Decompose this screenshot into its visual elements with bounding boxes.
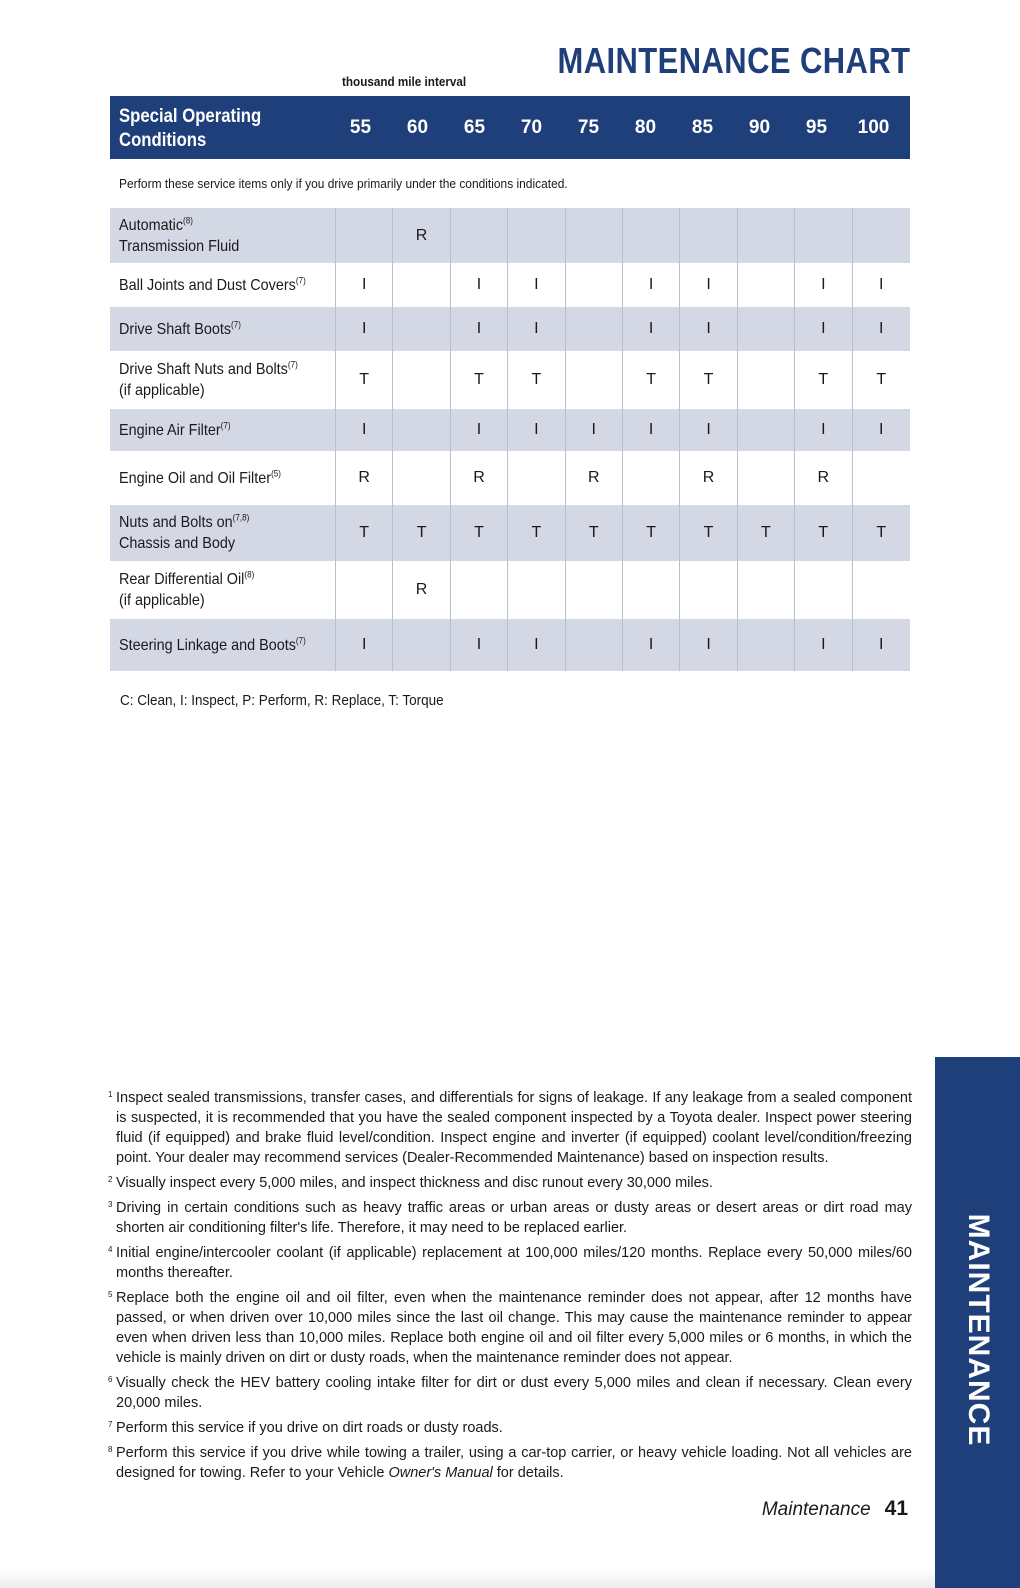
table-cell: T (508, 505, 565, 561)
table-cell (393, 409, 450, 451)
table-cell (623, 561, 680, 619)
table-cell (738, 451, 795, 505)
interval-col-100: 100 (857, 116, 890, 138)
footnotes (108, 1088, 912, 1488)
table-cell: I (680, 619, 737, 671)
table-cell: T (451, 505, 508, 561)
interval-col-70: 70 (520, 116, 543, 138)
table-cell: T (451, 351, 508, 409)
table-cell: I (508, 409, 565, 451)
table-cell: I (795, 307, 852, 351)
table-row (110, 561, 910, 619)
footnote: 8 Perform this service if you drive while towing a trailer, using a car-top carrier, or heavy vehicle loading. Not all vehicles are designed for towing. Refer to your Vehicle Owner's Manual for details. (108, 1445, 912, 1481)
page-number: 41 (884, 1497, 908, 1520)
table-cell: I (336, 307, 393, 351)
table-cell: R (566, 451, 623, 505)
table-cell: I (878, 276, 884, 293)
section-title: Special Operating Conditions (119, 106, 262, 151)
table-cell: T (336, 351, 393, 409)
table-cell: T (795, 505, 852, 561)
table-cell: I (878, 421, 884, 438)
table-cell (393, 619, 450, 671)
table-cell: R (336, 451, 393, 505)
interval-label: thousand mile interval (342, 74, 467, 89)
row-label: Nuts and Bolts on$^{(7,8)}$ Chassis and Body (110, 505, 336, 561)
table-cell: I (451, 409, 508, 451)
table-cell: T (876, 371, 887, 388)
table-row (110, 307, 910, 351)
table-cell: I (451, 619, 508, 671)
row-label: Drive Shaft Nuts and Bolts$^{(7)}$ (if applicable) (110, 351, 336, 409)
table-cell (738, 307, 795, 351)
row-label: Drive Shaft Boots$^{(7)}$ (110, 307, 336, 351)
table-cell: I (795, 619, 852, 671)
conditions-note: Perform these service items only if you drive primarily under the conditions indicated. (119, 176, 568, 191)
table-header (110, 96, 910, 159)
table-cell: T (336, 505, 393, 561)
table-cell (508, 451, 565, 505)
footnote: 3 Driving in certain conditions such as heavy traffic areas or urban areas or dusty areas or desert areas or dirt road may shorten air conditioning filter's life. Therefore, it may need to be replaced earlier. (108, 1200, 912, 1236)
table-row (110, 263, 910, 307)
table-cell: R (451, 451, 508, 505)
footnote: 5 Replace both the engine oil and oil filter, even when the maintenance reminder does not appear, after 12 months have passed, or when driven over 10,000 miles since the last oil change. This may cause the maintenance reminder to appear even when driven less than 10,000 miles. Replace both engine oil and oil filter every 5,000 miles or 6 months, in which the vehicle is mainly driven on dirt or dusty roads, when the maintenance reminder does not appear. (108, 1290, 912, 1366)
table-cell: I (336, 409, 393, 451)
page-footer (762, 1497, 908, 1521)
table-cell: I (623, 263, 680, 307)
table-cell: I (680, 307, 737, 351)
table-cell (393, 451, 450, 505)
table-cell: T (393, 505, 450, 561)
table-cell (566, 561, 623, 619)
interval-col-80: 80 (634, 116, 657, 138)
page-bottom-shadow (0, 1568, 935, 1588)
table-cell: R (393, 561, 450, 619)
row-label: Engine Air Filter$^{(7)}$ (110, 409, 336, 451)
table-cell (853, 451, 910, 505)
table-cell (566, 619, 623, 671)
footnote: 2 Visually inspect every 5,000 miles, and inspect thickness and disc runout every 30,000 miles. (108, 1175, 713, 1191)
table-cell: I (566, 409, 623, 451)
side-tab-label: MAINTENANCE (962, 1213, 995, 1447)
interval-col-60: 60 (406, 116, 429, 138)
table-cell: I (795, 263, 852, 307)
table-row (110, 409, 910, 451)
table-cell: R (795, 451, 852, 505)
table-cell (508, 561, 565, 619)
page-title: MAINTENANCE CHART (556, 40, 910, 81)
table-cell: T (795, 351, 852, 409)
interval-col-95: 95 (805, 116, 828, 138)
table-cell (393, 263, 450, 307)
interval-col-85: 85 (691, 116, 714, 138)
table-cell (680, 208, 737, 263)
table-cell: T (680, 351, 737, 409)
table-cell (336, 208, 393, 263)
table-cell: T (680, 505, 737, 561)
table-cell: I (680, 263, 737, 307)
table-row (110, 208, 910, 263)
table-cell: R (393, 208, 450, 263)
table-cell: T (623, 505, 680, 561)
row-label: Engine Oil and Oil Filter$^{(5)}$ (110, 451, 336, 505)
table-cell (623, 451, 680, 505)
table-cell: I (878, 636, 884, 653)
table-cell (393, 351, 450, 409)
table-cell (566, 351, 623, 409)
row-label: Automatic$^{(8)}$ Transmission Fluid (110, 208, 336, 263)
table-cell (451, 208, 508, 263)
interval-col-75: 75 (577, 116, 600, 138)
table-cell (623, 208, 680, 263)
table-cell (795, 561, 852, 619)
table-cell: R (680, 451, 737, 505)
table-cell: T (876, 524, 887, 541)
row-label: Rear Differential Oil$^{(8)}$ (if applicable) (110, 561, 336, 619)
footnote: 6 Visually check the HEV battery cooling intake filter for dirt or dust every 5,000 miles and clean if necessary. Clean every 20,000 miles. (108, 1375, 912, 1411)
footnote: 4 Initial engine/intercooler coolant (if applicable) replacement at 100,000 miles/120 months. Replace every 50,000 miles/60 months thereafter. (108, 1245, 912, 1281)
table-cell (336, 561, 393, 619)
table-cell (566, 208, 623, 263)
table-cell: I (623, 409, 680, 451)
table-cell: I (878, 320, 884, 337)
table-cell: I (623, 619, 680, 671)
table-cell (738, 208, 795, 263)
table-cell: I (508, 619, 565, 671)
table-cell: T (623, 351, 680, 409)
table-cell (680, 561, 737, 619)
table-row (110, 619, 910, 671)
interval-col-90: 90 (748, 116, 771, 138)
maintenance-table (110, 208, 910, 671)
table-cell (795, 208, 852, 263)
table-cell: T (508, 351, 565, 409)
footnote: 1 Inspect sealed transmissions, transfer cases, and differentials for signs of leakage. If any leakage from a sealed component is suspected, it is recommended that you have the sealed component inspected by a Toyota dealer. Inspect power steering fluid (if equipped) and brake fluid level/condition. Inspect engine and inverter (if equipped) coolant level/condition/freezing point. Your dealer may recommend services (Dealer-Recommended Maintenance) based on inspection results. (108, 1090, 912, 1166)
table-cell (738, 619, 795, 671)
table-cell: I (795, 409, 852, 451)
table-row (110, 351, 910, 409)
table-cell (853, 561, 910, 619)
table-cell: I (623, 307, 680, 351)
table-cell (451, 561, 508, 619)
table-cell (566, 263, 623, 307)
table-cell: T (566, 505, 623, 561)
table-cell: I (508, 307, 565, 351)
table-cell: I (508, 263, 565, 307)
row-label: Steering Linkage and Boots$^{(7)}$ (110, 619, 336, 671)
row-label: Ball Joints and Dust Covers$^{(7)}$ (110, 263, 336, 307)
table-cell: I (451, 307, 508, 351)
table-cell (566, 307, 623, 351)
table-cell (853, 208, 910, 263)
interval-col-65: 65 (463, 116, 486, 138)
table-row (110, 505, 910, 561)
footer-section-name: Maintenance (761, 1499, 871, 1520)
table-cell (508, 208, 565, 263)
table-cell: I (336, 619, 393, 671)
footnote: 7 Perform this service if you drive on dirt roads or dusty roads. (108, 1420, 503, 1436)
table-cell: T (738, 505, 795, 561)
table-cell (738, 351, 795, 409)
table-cell (738, 409, 795, 451)
table-cell: I (680, 409, 737, 451)
table-cell: I (336, 263, 393, 307)
table-cell: I (451, 263, 508, 307)
legend: C: Clean, I: Inspect, P: Perform, R: Replace, T: Torque (120, 692, 444, 709)
table-row (110, 451, 910, 505)
table-cell (393, 307, 450, 351)
table-cell (738, 263, 795, 307)
interval-col-55: 55 (349, 116, 372, 138)
table-cell (738, 561, 795, 619)
